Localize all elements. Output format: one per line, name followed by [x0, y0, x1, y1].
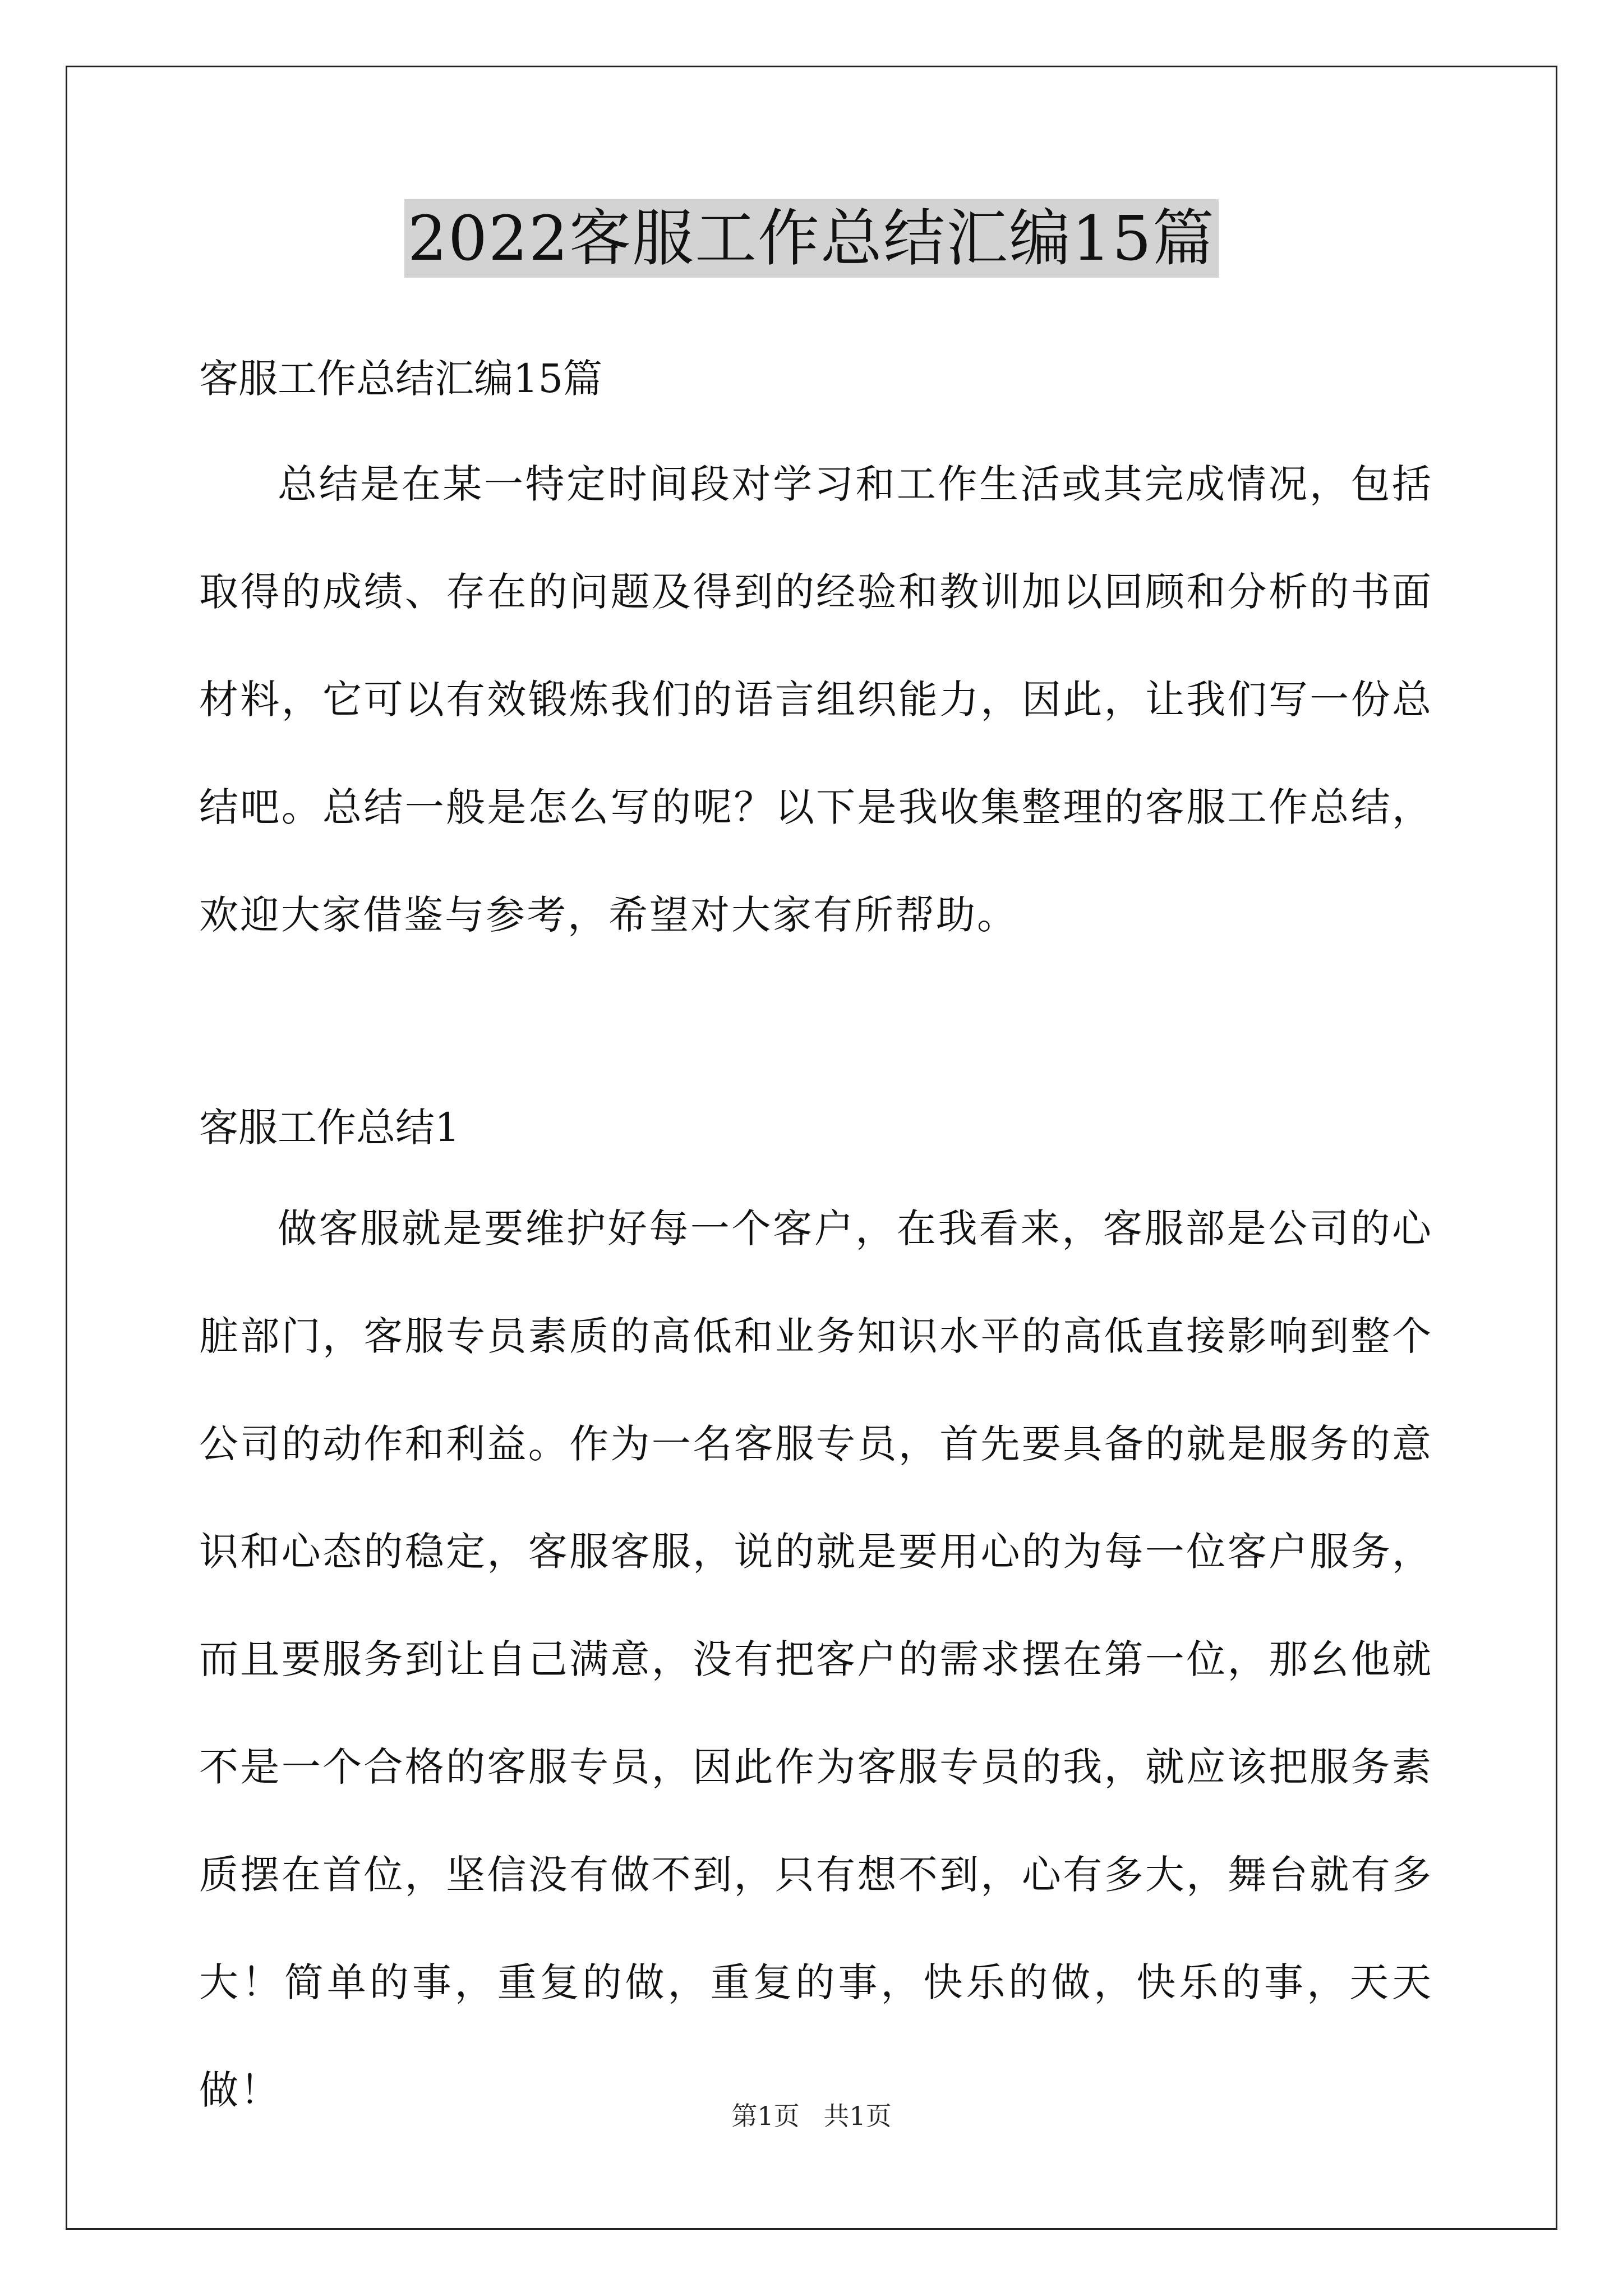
document-subtitle: 客服工作总结汇编15篇 [199, 356, 603, 402]
intro-paragraph: 总结是在某一特定时间段对学习和工作生活或其完成情况，包括取得的成绩、存在的问题及得到的经验和教训加以回顾和分析的书面材料，它可以有效锻炼我们的语言组织能力，因此，让我们写一份总结吧。总结一般是怎么写的呢？以下是我收集整理的客服工作总结，欢迎大家借鉴与参考，希望对大家有所帮助。 [199, 461, 1433, 938]
document-title: 2022客服工作总结汇编15篇 [404, 199, 1219, 278]
section-heading: 客服工作总结1 [199, 1105, 460, 1151]
page-number: 第1页 [731, 2101, 800, 2131]
page-footer [0, 2099, 1623, 2133]
intro-paragraph-container [199, 430, 1433, 969]
page-total: 共1页 [823, 2101, 892, 2131]
section-body-container [199, 1175, 1433, 2144]
section-paragraph: 做客服就是要维护好每一个客户，在我看来，客服部是公司的心脏部门，客服专员素质的高低和业务知识水平的高低直接影响到整个公司的动作和利益。作为一名客服专员，首先要具备的就是服务的意识和心态的稳定，客服客服，说的就是要用心的为每一位客户服务，而且要服务到让自己满意，没有把客户的需求摆在第一位，那幺他就不是一个合格的客服专员，因此作为客服专员的我，就应该把服务素质摆在首位，坚信没有做不到，只有想不到，心有多大，舞台就有多大！简单的事，重复的做，重复的事，快乐的做，快乐的事，天天做！ [199, 1205, 1433, 2113]
title-container [0, 199, 1623, 278]
